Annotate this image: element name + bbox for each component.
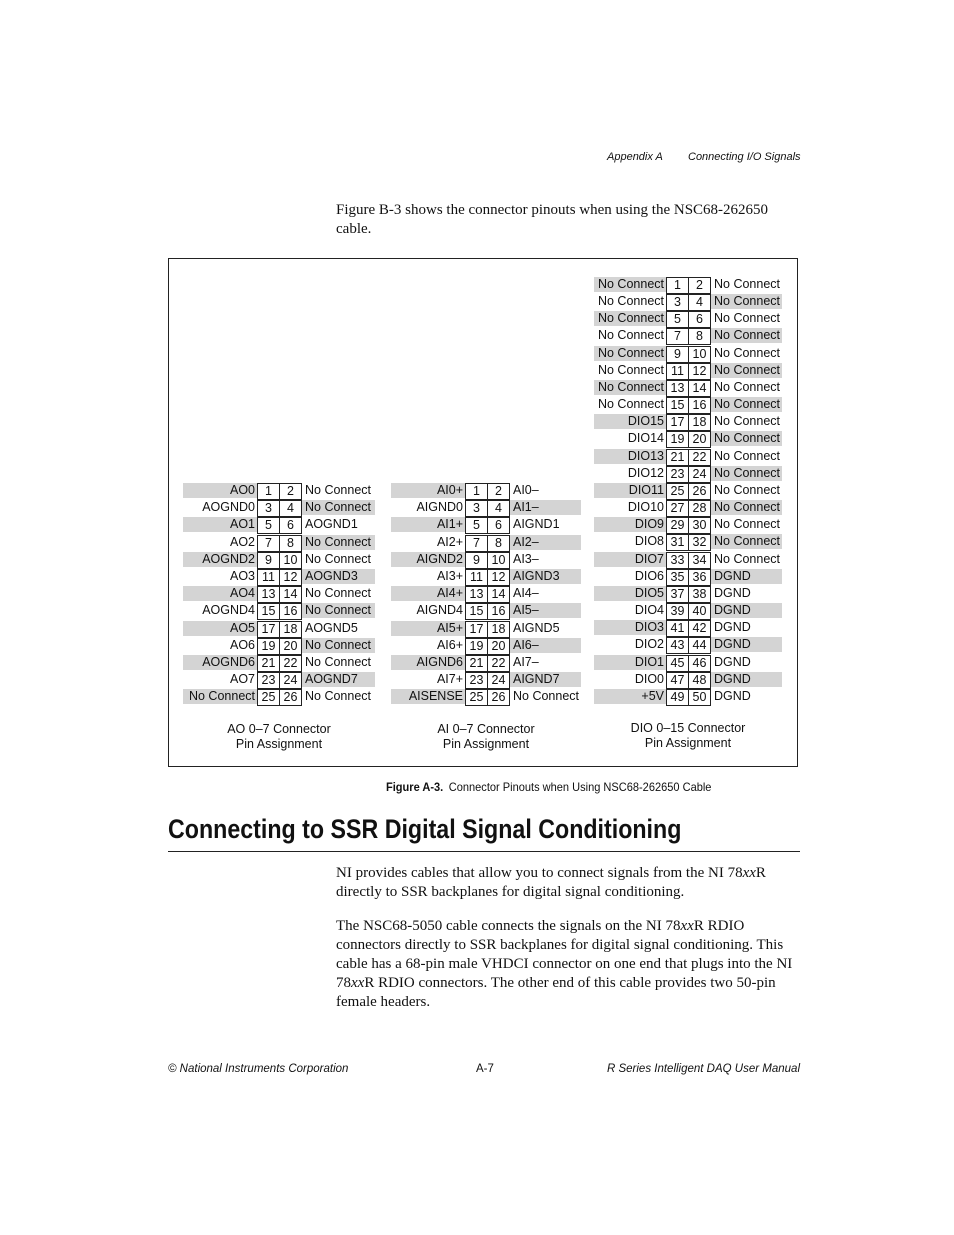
pin-number-odd: 33 [666,552,689,569]
pin-number-even: 50 [688,689,711,706]
pin-row [594,500,782,515]
pin-number-even: 8 [688,328,711,345]
pin-signal-right: No Connect [305,483,372,497]
pin-number-even: 24 [688,466,711,483]
pin-signal-right: No Connect [302,500,375,515]
pin-signal-left: AIGND4 [416,603,463,618]
pin-row [594,620,782,635]
pin-row [594,328,782,343]
running-header-section: Connecting I/O Signals [688,151,801,163]
pin-signal-left: No Connect [183,689,257,704]
pin-row [594,294,782,309]
pin-signal-right: AIGND7 [510,672,581,687]
pin-number-odd: 41 [666,620,689,637]
pin-signal-left: No Connect [597,397,664,412]
pin-signal-right: No Connect [305,551,372,566]
pin-signal-right: AI7– [513,655,539,669]
pin-signal-left: DIO11 [594,483,666,498]
heading-rule [168,851,800,852]
pin-signal-left: AI4+ [391,586,465,601]
pin-row [391,569,581,584]
pin-row [183,621,375,636]
pin-signal-left: AI2+ [436,534,463,549]
pin-signal-left: AO2 [229,534,255,549]
pin-signal-right: No Connect [302,535,375,550]
pin-signal-right: No Connect [714,379,781,394]
pin-row [391,586,581,601]
pin-signal-left: AOGND6 [183,655,257,670]
pin-signal-left: DIO9 [594,517,666,532]
pin-row [183,552,375,567]
pin-number-even: 26 [688,483,711,500]
pin-number-odd: 9 [465,552,488,569]
pin-number-odd: 15 [666,397,689,414]
figure-caption [386,780,711,794]
pin-row [594,517,782,532]
pinout-figure [168,258,798,767]
pin-number-even: 4 [487,500,510,517]
pin-row [594,655,782,670]
pin-signal-left: AIGND2 [391,552,465,567]
pin-number-odd: 21 [257,655,280,672]
pin-number-odd: 31 [666,534,689,551]
pin-number-even: 6 [688,311,711,328]
pin-signal-left: AO4 [183,586,257,601]
pin-number-even: 24 [279,672,302,689]
pin-number-even: 16 [688,397,711,414]
pin-row [594,414,782,429]
pin-signal-left: DIO13 [594,449,666,464]
running-header-appendix: Appendix A [607,151,663,163]
pin-number-odd: 35 [666,569,689,586]
pin-signal-left: DIO15 [594,414,666,429]
connector-caption [183,722,375,752]
pin-signal-left: No Connect [594,346,666,361]
pin-signal-left: AI6+ [436,637,463,652]
pin-row [594,483,782,498]
connector-caption [391,722,581,752]
pin-signal-left: AI5+ [391,621,465,636]
pin-signal-left: No Connect [597,328,664,343]
pin-number-odd: 49 [666,689,689,706]
pin-row [391,603,581,618]
connector-caption [594,721,782,751]
paragraph-1: NI provides cables that allow you to connect signals from the NI 78xxR directly to SSR backplanes for digital signal conditioning. [336,865,766,900]
pin-signal-left: AO3 [229,569,255,583]
pin-number-even: 44 [688,637,711,654]
pin-signal-right: No Connect [513,689,580,704]
pin-number-odd: 3 [666,294,689,311]
pin-number-odd: 5 [257,517,280,534]
pin-row [594,311,782,326]
pin-row [183,586,375,601]
pin-number-odd: 23 [666,466,689,483]
pin-row [594,586,782,601]
pin-number-odd: 43 [666,637,689,654]
pin-row [594,380,782,395]
pin-row [594,689,782,704]
pin-row [391,483,581,498]
pin-signal-left: AI1+ [391,517,465,532]
pin-number-even: 28 [688,500,711,517]
intro-paragraph: Figure B-3 shows the connector pinouts when using the NSC68-262650 cable. [336,202,769,237]
pin-number-odd: 9 [666,346,689,363]
pin-signal-right: No Connect [714,414,781,429]
pin-number-even: 22 [688,449,711,466]
pin-signal-left: DIO14 [627,431,664,446]
pin-signal-left: AIGND0 [416,500,463,515]
pin-row [594,277,782,292]
pin-number-even: 36 [688,569,711,586]
pin-signal-right: DGND [714,688,751,703]
pin-number-even: 32 [688,534,711,551]
pin-number-even: 40 [688,603,711,620]
pin-number-odd: 1 [257,483,280,500]
pin-signal-right: AIGND3 [510,569,581,584]
pin-row [594,466,782,481]
pin-signal-left: DIO12 [627,465,664,480]
pin-number-even: 4 [279,500,302,517]
pin-signal-right: No Connect [714,277,781,291]
pin-signal-left: DIO10 [627,500,664,515]
section-heading: Connecting to SSR Digital Signal Conditioning [168,814,682,844]
pin-row [594,431,782,446]
pin-signal-right: No Connect [714,345,781,360]
pin-signal-left: AI7+ [436,672,463,687]
figure-caption-text: Connector Pinouts when Using NSC68-262650 Cable [448,780,712,794]
pin-number-odd: 13 [666,380,689,397]
pin-number-even: 34 [688,552,711,569]
pin-signal-left: DIO8 [634,534,664,549]
pin-signal-left: DIO6 [634,568,664,583]
pin-signal-right: AIGND1 [513,517,560,532]
pin-number-even: 48 [688,672,711,689]
pin-row [391,655,581,670]
pin-signal-right: No Connect [305,655,372,669]
pin-number-even: 26 [487,689,510,706]
pin-row [183,672,375,687]
pin-number-odd: 19 [257,638,280,655]
connector-caption-title: AI 0–7 Connector [437,721,535,736]
pin-signal-left: No Connect [597,362,664,377]
pin-row [183,517,375,532]
pin-number-odd: 11 [465,569,488,586]
pin-number-odd: 3 [465,500,488,517]
pin-signal-right: DGND [711,569,782,584]
pin-row [391,552,581,567]
pin-number-even: 38 [688,586,711,603]
pin-signal-left: No Connect [597,294,664,309]
pin-number-even: 46 [688,655,711,672]
pin-row [594,603,782,618]
pin-signal-right: No Connect [714,482,781,497]
pin-signal-right: AOGND5 [305,620,358,635]
pin-row [183,603,375,618]
pin-signal-left: AISENSE [391,689,465,704]
pin-signal-right: No Connect [711,363,782,378]
pin-number-even: 10 [688,346,711,363]
pin-signal-left: AO6 [229,637,255,652]
pin-row [183,483,375,498]
pin-number-even: 16 [279,603,302,620]
pin-number-odd: 5 [666,311,689,328]
pin-row [183,569,375,584]
pin-signal-right: No Connect [714,448,781,463]
pin-signal-right: AOGND3 [302,569,375,584]
pin-signal-left: No Connect [594,277,666,292]
pin-number-odd: 11 [257,569,280,586]
pin-signal-right: DGND [711,672,782,687]
pin-signal-left: +5V [594,689,666,704]
pin-number-odd: 29 [666,517,689,534]
pin-number-even: 8 [487,535,510,552]
pin-number-even: 22 [487,655,510,672]
footer-manual-title: R Series Intelligent DAQ User Manual [606,1063,800,1075]
pin-row [183,500,375,515]
pin-signal-left: DIO2 [634,637,664,652]
pin-number-odd: 11 [666,363,689,380]
pin-number-odd: 23 [465,672,488,689]
footer-page-number: A-7 [476,1063,494,1075]
pin-number-even: 2 [487,483,510,500]
pin-number-odd: 5 [465,517,488,534]
pin-row [183,655,375,670]
pin-signal-right: AI0– [513,483,539,497]
pin-signal-left: AO0 [183,483,257,498]
pin-number-odd: 9 [257,552,280,569]
pin-signal-right: No Connect [714,551,781,566]
pin-signal-left: AI3+ [436,569,463,583]
pin-number-odd: 17 [257,621,280,638]
pin-number-even: 14 [487,586,510,603]
pin-row [594,449,782,464]
pin-number-odd: 39 [666,603,689,620]
pin-signal-right: No Connect [711,466,782,481]
pin-number-odd: 21 [465,655,488,672]
pin-number-odd: 13 [465,586,488,603]
pin-signal-left: AO5 [183,621,257,636]
pin-signal-right: AI2– [510,535,581,550]
pin-signal-right: DGND [714,620,751,635]
connector-caption-subtitle: Pin Assignment [235,736,323,751]
footer-copyright: © National Instruments Corporation [168,1063,349,1075]
pin-signal-right: No Connect [711,294,782,309]
pin-row [183,638,375,653]
pin-number-odd: 17 [465,621,488,638]
pin-signal-left: AO7 [229,672,255,687]
pin-number-odd: 15 [465,603,488,620]
pin-signal-left: DIO0 [634,671,664,686]
pin-number-odd: 7 [666,328,689,345]
pin-number-even: 2 [279,483,302,500]
pin-number-even: 30 [688,517,711,534]
pin-number-even: 14 [279,586,302,603]
pin-number-even: 8 [279,535,302,552]
pin-signal-right: No Connect [711,431,782,446]
pin-number-even: 6 [487,517,510,534]
pin-number-odd: 47 [666,672,689,689]
pin-number-even: 42 [688,620,711,637]
pin-signal-left: DIO7 [594,552,666,567]
pin-row [594,552,782,567]
pin-row [594,363,782,378]
pin-row [391,638,581,653]
pin-number-even: 10 [487,552,510,569]
pin-signal-right: AI3– [513,551,539,566]
pin-signal-left: AO1 [183,517,257,532]
pin-number-even: 2 [688,277,711,294]
pin-row [183,535,375,550]
pin-signal-right: No Connect [305,586,372,601]
pin-signal-right: No Connect [711,534,782,549]
pin-number-odd: 19 [465,638,488,655]
pin-row [594,397,782,412]
pin-signal-right: DGND [714,585,751,600]
pin-number-even: 12 [279,569,302,586]
pin-signal-left: DIO5 [594,586,666,601]
connector-caption-subtitle: Pin Assignment [442,736,530,751]
pin-number-odd: 25 [465,689,488,706]
pin-row [391,621,581,636]
pin-signal-left: AOGND2 [183,552,257,567]
pin-signal-right: AI5– [510,603,581,618]
pin-signal-right: DGND [711,603,782,618]
pin-signal-left: AIGND6 [391,655,465,670]
pin-number-even: 14 [688,380,711,397]
pin-row [391,517,581,532]
pin-signal-right: No Connect [305,689,372,704]
pin-signal-right: No Connect [711,500,782,515]
pin-signal-right: AOGND7 [302,672,375,687]
pin-number-odd: 23 [257,672,280,689]
pin-number-even: 20 [688,431,711,448]
pin-number-odd: 37 [666,586,689,603]
pin-row [391,535,581,550]
pin-number-odd: 19 [666,431,689,448]
pin-signal-right: No Connect [714,311,781,326]
pin-number-odd: 25 [257,689,280,706]
pin-row [594,637,782,652]
pin-row [594,534,782,549]
pin-number-odd: 15 [257,603,280,620]
pin-row [391,672,581,687]
pin-number-even: 20 [279,638,302,655]
pin-number-even: 4 [688,294,711,311]
pin-signal-right: AIGND5 [513,620,560,635]
pin-number-odd: 17 [666,414,689,431]
pin-signal-right: DGND [714,654,751,669]
pin-number-even: 12 [688,363,711,380]
pin-row [183,689,375,704]
pin-signal-right: AI1– [510,500,581,515]
pin-signal-right: AOGND1 [305,517,358,532]
pin-signal-right: No Connect [302,603,375,618]
pin-number-odd: 45 [666,655,689,672]
connector-caption-title: DIO 0–15 Connector [630,721,746,735]
pin-signal-right: No Connect [302,638,375,653]
pin-signal-right: AI4– [513,586,539,601]
pin-signal-left: DIO4 [634,603,664,618]
pin-signal-right: No Connect [711,328,782,343]
pin-row [391,500,581,515]
pin-number-odd: 1 [465,483,488,500]
pin-signal-right: No Connect [714,517,781,532]
pin-signal-right: No Connect [711,397,782,412]
connector-caption-subtitle: Pin Assignment [644,736,732,750]
pin-number-even: 20 [487,638,510,655]
pin-number-odd: 1 [666,277,689,294]
pin-signal-right: DGND [711,637,782,652]
pin-signal-left: AI0+ [391,483,465,498]
paragraph-2: The NSC68-5050 cable connects the signals on the NI 78xxR RDIO connectors directly to SSR backplanes for digital signal conditioning. This cable has a 68-pin male VHDCI connector on one end that plugs into the NI 78xxR RDIO connectors. The other end of this cable provides two 50-pin female headers. [336,918,793,1010]
pin-number-even: 18 [688,414,711,431]
pin-row [594,346,782,361]
pin-number-odd: 21 [666,449,689,466]
pin-signal-left: AOGND4 [202,603,255,618]
pin-row [594,672,782,687]
pin-signal-left: AOGND0 [202,500,255,515]
pin-number-odd: 27 [666,500,689,517]
pin-number-odd: 25 [666,483,689,500]
pin-number-even: 22 [279,655,302,672]
pin-number-even: 18 [279,621,302,638]
pin-number-even: 18 [487,621,510,638]
pin-number-even: 24 [487,672,510,689]
pin-number-even: 26 [279,689,302,706]
pin-number-odd: 3 [257,500,280,517]
pin-number-even: 6 [279,517,302,534]
pin-signal-left: No Connect [594,311,666,326]
figure-label: Figure A-3. [386,780,444,794]
pin-row [391,689,581,704]
pin-number-odd: 7 [465,535,488,552]
pin-number-even: 12 [487,569,510,586]
connector-caption-title: AO 0–7 Connector [227,721,331,736]
pin-row [594,569,782,584]
pin-number-odd: 7 [257,535,280,552]
pin-signal-left: DIO3 [594,620,666,635]
pin-signal-left: DIO1 [594,655,666,670]
pin-signal-left: No Connect [594,380,666,395]
pin-number-odd: 13 [257,586,280,603]
pin-number-even: 10 [279,552,302,569]
pin-number-even: 16 [487,603,510,620]
pin-signal-right: AI6– [510,638,581,653]
